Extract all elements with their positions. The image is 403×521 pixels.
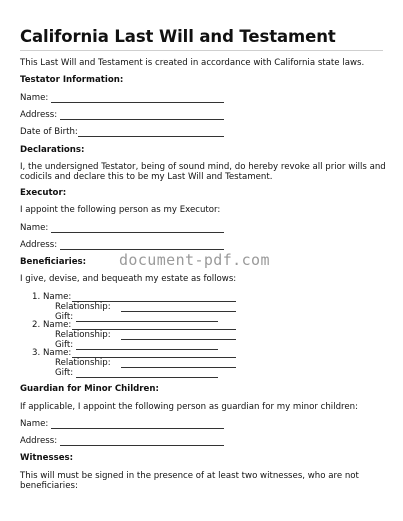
beneficiary-3-gift-field[interactable] [76,377,218,378]
beneficiaries-heading: Beneficiaries: [20,257,87,267]
testator-address-label: Address: [20,110,58,120]
witnesses-heading: Witnesses: [20,453,74,463]
declarations-line-1: I, the undersigned Testator, being of sound mind, do hereby revoke all prior wills and [20,162,386,172]
witnesses-line-1: This will must be signed in the presence of at least two witnesses, who are not [20,471,359,481]
guardian-heading: Guardian for Minor Children: [20,384,159,394]
beneficiary-2-relationship-field[interactable] [121,339,236,340]
beneficiary-name-label: Name: [43,292,72,302]
executor-name-label: Name: [20,223,49,233]
beneficiary-1-gift-field[interactable] [76,321,218,322]
watermark: document-pdf.com [119,251,270,269]
declarations-line-2: codicils and declare this to be my Last Will and Testament. [20,172,273,182]
beneficiary-number: 2. [32,320,41,330]
guardian-text: If applicable, I appoint the following person as guardian for my minor children: [20,402,359,412]
title-divider [20,50,383,51]
beneficiary-name-label: Name: [43,320,72,330]
testator-address-field[interactable] [60,119,224,120]
executor-name-field[interactable] [51,232,224,233]
testator-heading: Testator Information: [20,75,124,85]
testator-dob-field[interactable] [78,136,224,137]
guardian-name-field[interactable] [51,428,224,429]
beneficiary-relationship-label: Relationship: [55,358,111,368]
executor-text: I appoint the following person as my Executor: [20,205,221,215]
witnesses-line-2: beneficiaries: [20,481,78,491]
intro-text: This Last Will and Testament is created in accordance with California state laws. [20,58,365,68]
beneficiary-3-relationship-field[interactable] [121,367,236,368]
declarations-heading: Declarations: [20,145,85,155]
beneficiary-gift-label: Gift: [55,312,74,322]
guardian-address-field[interactable] [60,445,224,446]
document-title: California Last Will and Testament [20,27,336,46]
executor-address-label: Address: [20,240,58,250]
executor-address-field[interactable] [60,249,224,250]
beneficiary-number: 1. [32,292,41,302]
executor-heading: Executor: [20,188,67,198]
beneficiary-1-relationship-field[interactable] [121,311,236,312]
testator-name-label: Name: [20,93,49,103]
beneficiaries-text: I give, devise, and bequeath my estate as follows: [20,274,237,284]
guardian-name-label: Name: [20,419,49,429]
guardian-address-label: Address: [20,436,58,446]
testator-dob-label: Date of Birth: [20,127,78,137]
beneficiary-gift-label: Gift: [55,340,74,350]
beneficiary-2-gift-field[interactable] [76,349,218,350]
beneficiary-number: 3. [32,348,41,358]
beneficiary-relationship-label: Relationship: [55,330,111,340]
beneficiary-name-label: Name: [43,348,72,358]
testator-name-field[interactable] [51,102,224,103]
beneficiary-relationship-label: Relationship: [55,302,111,312]
beneficiary-gift-label: Gift: [55,368,74,378]
